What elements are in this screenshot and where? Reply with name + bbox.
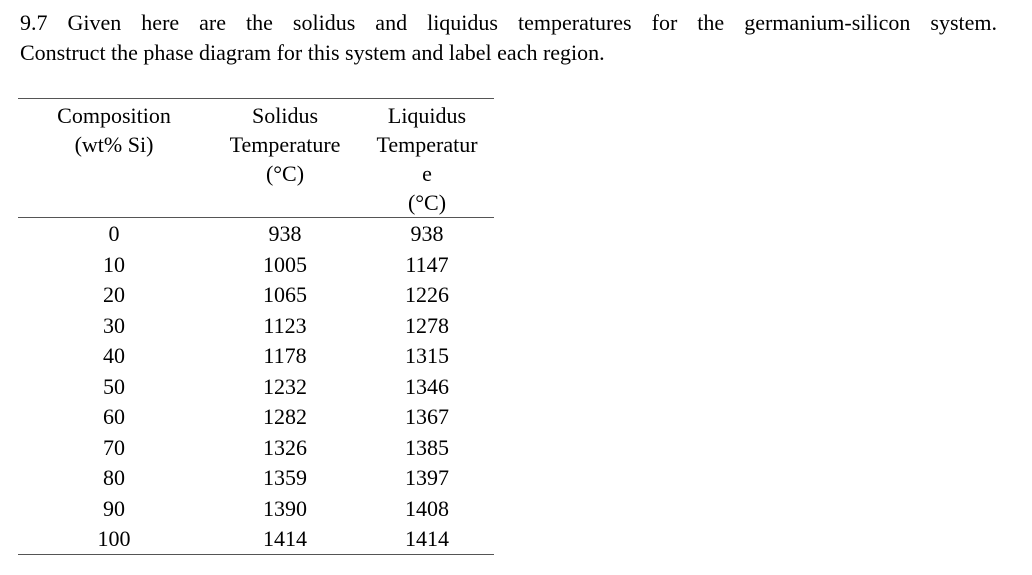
cell-solidus: 1178 — [263, 343, 307, 369]
table-row — [18, 279, 494, 310]
header-liquidus — [360, 99, 494, 218]
header-composition-line-2: (wt% Si) — [74, 132, 154, 157]
cell-composition: 100 — [97, 526, 131, 552]
table-row — [18, 401, 494, 432]
problem-line-2: Construct the phase diagram for this system and label each region. — [20, 40, 605, 65]
cell-composition: 90 — [103, 495, 125, 521]
cell-composition: 10 — [103, 251, 125, 277]
table-row — [18, 462, 494, 493]
table-body — [18, 218, 494, 555]
header-composition-line-1: Composition — [57, 103, 171, 128]
header-solidus — [210, 99, 360, 218]
table-row — [18, 523, 494, 554]
cell-composition: 70 — [103, 434, 125, 460]
cell-composition: 0 — [108, 221, 120, 247]
cell-composition: 50 — [103, 373, 125, 399]
header-liquidus-line-3: e — [422, 161, 432, 186]
cell-solidus: 1390 — [263, 495, 307, 521]
table-header — [18, 99, 494, 218]
solidus-liquidus-table — [18, 98, 494, 555]
cell-liquidus: 1397 — [405, 465, 449, 491]
header-liquidus-line-1: Liquidus — [387, 103, 467, 128]
header-solidus-line-2: Temperature — [229, 132, 341, 157]
cell-liquidus: 1278 — [405, 312, 449, 338]
header-solidus-line-1: Solidus — [251, 103, 319, 128]
cell-solidus: 1005 — [263, 251, 307, 277]
cell-liquidus: 1414 — [405, 526, 449, 552]
cell-liquidus: 1367 — [405, 404, 449, 430]
header-composition — [18, 99, 210, 218]
cell-solidus: 1065 — [263, 282, 307, 308]
table-row — [18, 371, 494, 402]
table-header-row — [18, 99, 494, 218]
cell-composition: 20 — [103, 282, 125, 308]
cell-liquidus: 1346 — [405, 373, 449, 399]
cell-liquidus: 1147 — [405, 251, 449, 277]
cell-solidus: 1123 — [263, 312, 307, 338]
header-liquidus-line-2: Temperatur — [376, 132, 478, 157]
cell-composition: 30 — [103, 312, 125, 338]
cell-liquidus: 1226 — [405, 282, 449, 308]
table-row — [18, 249, 494, 280]
cell-composition: 60 — [103, 404, 125, 430]
cell-solidus: 938 — [268, 221, 302, 247]
cell-solidus: 1326 — [263, 434, 307, 460]
cell-composition: 40 — [103, 343, 125, 369]
cell-solidus: 1282 — [263, 404, 307, 430]
cell-liquidus: 1315 — [405, 343, 449, 369]
table-row — [18, 493, 494, 524]
table-row — [18, 432, 494, 463]
problem-statement — [20, 8, 997, 68]
header-liquidus-line-4: (°C) — [407, 190, 447, 215]
problem-line-1: 9.7 Given here are the solidus and liquidus temperatures for the germanium-silicon system. — [20, 10, 997, 35]
header-solidus-line-3: (°C) — [265, 161, 305, 186]
table-row — [18, 218, 494, 249]
cell-solidus: 1414 — [263, 526, 307, 552]
cell-solidus: 1232 — [263, 373, 307, 399]
table-row — [18, 340, 494, 371]
cell-liquidus: 1408 — [405, 495, 449, 521]
cell-liquidus: 1385 — [405, 434, 449, 460]
table-row — [18, 310, 494, 341]
cell-solidus: 1359 — [263, 465, 307, 491]
cell-liquidus: 938 — [410, 221, 444, 247]
cell-composition: 80 — [103, 465, 125, 491]
